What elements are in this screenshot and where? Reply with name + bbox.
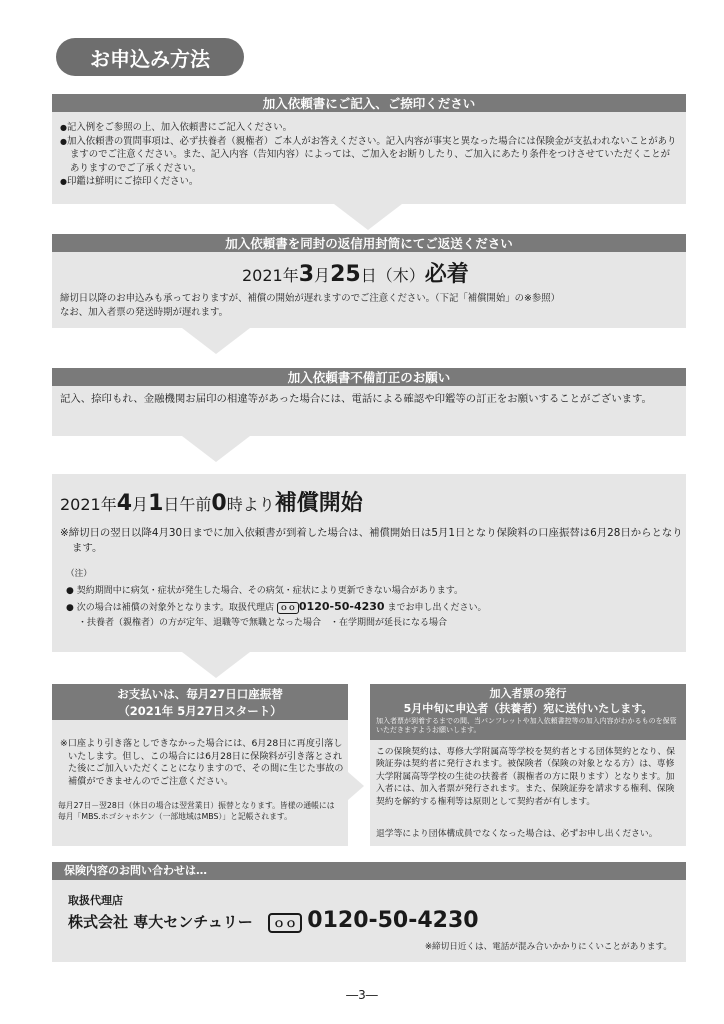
coverage-year: 2021年 [60,495,117,514]
list-item: ● 記入例をご参照の上、加入依頼書にご記入ください。 [60,121,678,135]
issue-body2: 退学等により団体構成員でなくなった場合は、必ずお申し出ください。 [376,829,658,839]
coverage-label: 補償開始 [274,491,363,516]
payment-panel [52,720,348,846]
bullet1-text: 契約期間中に病気・症状が発生した場合、その病気・症状により更新できない場合があります。 [76,586,464,596]
page-number: ―3― [346,988,378,1002]
sub-item: ・在学期間が延長になる場合 [330,618,448,628]
agency-label: 取扱代理店 [68,894,123,907]
issue-band-small: 加入者票が到着するまでの間、当パンフレットや加入依頼書控等の加入内容がわかるものを保管いただきますようお願いします。 [376,717,677,734]
contact-note: ※締切日近くは、電話が混み合いかかりにくいことがあります。 [424,942,672,952]
phone-number[interactable]: 0120-50-4230 [298,600,385,613]
down-arrow-icon [182,328,250,354]
contact-phone-number[interactable]: 0120-50-4230 [307,908,479,933]
deadline-day-unit: 日（木） [360,266,425,285]
coverage-hour-unit: 時より [226,495,275,514]
list-item: ● 次の場合は補償の対象外となります。取扱代理店 ｏｏ 0120-50-4230 までお申し出ください。 [66,600,487,613]
company-name: 株式会社 専大センチュリー [68,913,253,931]
section3-panel [52,386,686,436]
payment-band-line2: （2021年 5月27日スタート） [118,704,282,718]
payment-footnote: 毎月27日－翌28日（休日の場合は翌営業日）振替となります。皆様の通帳には毎月「MBS.ホゴシャホケン（一部地域はMBS）」と記帳されます。 [58,801,335,821]
down-arrow-icon [182,436,250,462]
section2-panel [52,252,686,328]
bullet2-suffix: までお申し出ください。 [387,603,487,613]
sub-item: ・扶養者（親権者）の方が定年、退職等で無職となった場合 [78,618,322,628]
issue-body: この保険契約は、専修大学附属高等学校を契約者とする団体契約となり、保険証券は契約者に発行されます。被保険者（保険の対象となる方）は、専修大学附属高等学校の生徒の扶養者（親権者の方に限ります）となります。加入者には、加入者票が発行されます。また、保険証券を請求する権利、保険契約を解約する権利等は原則として契約者が有します。 [376,747,676,807]
deadline-month-unit: 月 [314,266,331,285]
deadline-day: 25 [330,262,361,287]
section2-notes [60,292,680,320]
list-item: ● 加入依頼書の質問事項は、必ず扶養者（親権者）ご本人がお答えください。記入内容が事実と異なった場合には保険金が支払われないことがありますのでご注意ください。また、記入内容（告知内容）によっては、ご加入をお断りしたり、ご加入にあたり条件をつけさせていただくことがありますのでご了承ください。 [60,135,678,176]
coverage-bullets [66,584,676,631]
deadline-month: 3 [298,262,315,287]
section1-bullets [60,121,678,189]
payment-band-line1: お支払いは、毎月27日口座振替 [117,687,283,701]
section2-band: 加入依頼書を同封の返信用封筒にてご返送ください [52,234,686,252]
list-item: ● 印鑑は鮮明にご捺印ください。 [60,175,678,189]
down-arrow-icon [334,204,402,230]
section3-band: 加入依頼書不備訂正のお願い [52,368,686,386]
section1-band: 加入依頼書にご記入、ご捺印ください [52,94,686,112]
issue-band [370,684,686,740]
section2-note1: 締切日以降のお申込みも承っておりますが、補償の開始が遅れますのでご注意ください。（下記「補償開始」の※参照） [60,293,561,304]
down-arrow-icon [182,652,250,678]
right-arrow-icon [348,772,364,800]
bullet2-text: 次の場合は補償の対象外となります。取扱代理店 [76,603,275,613]
deadline [242,257,542,288]
deadline-label: 必着 [424,262,469,287]
list-item: ● 契約期間中に病気・症状が発生した場合、その病気・症状により更新できない場合があります。 [66,586,464,596]
issue-panel [370,740,686,846]
section2-note2: なお、加入者票の発送時期が遅れます。 [60,307,229,318]
coverage-note: ※締切日の翌日以降4月30日までに加入依頼書が到着した場合は、補償開始日は5月1日となり保険料の口座振替は6月28日からとなります。 [60,527,683,554]
freedial-icon: ｏｏ [268,913,302,933]
section3-text: 記入、捺印もれ、金融機関お届印の相違等があった場合には、電話による確認や印鑑等の訂正をお願いすることがございます。 [60,393,652,405]
freedial-icon: ｏｏ [277,602,299,614]
coverage-day: 1 [148,491,164,516]
payment-note: ※口座より引き落としできなかった場合には、6月28日に再度引落しいたします。但し、この場合には6月28日に保険料が引き落とされた後にご加入いただくことになりますので、その間に生じた事故の補償ができませんのでご注意ください。 [60,738,344,787]
issue-band-line1: 加入者票の発行 [489,687,567,700]
coverage-day-unit: 日 [163,495,180,514]
note-label: （注） [66,569,92,579]
contact-panel [52,880,686,962]
coverage-month: 4 [116,491,133,516]
payment-band [52,684,348,720]
page-title: お申込み方法 [56,38,244,76]
coverage-hour: 0 [211,491,227,516]
contact-band: 保険内容のお問い合わせは… [52,862,686,880]
deadline-year: 2021年 [242,266,299,285]
section1-panel [52,112,686,204]
coverage-month-unit: 月 [132,495,149,514]
coverage-start [60,486,660,517]
section4-panel [52,474,686,652]
coverage-ampm: 午前 [179,495,212,514]
sub-items [66,616,676,631]
company-line [68,908,479,933]
issue-band-line2: 5月中旬に申込者（扶養者）宛に送付いたします。 [403,702,653,715]
